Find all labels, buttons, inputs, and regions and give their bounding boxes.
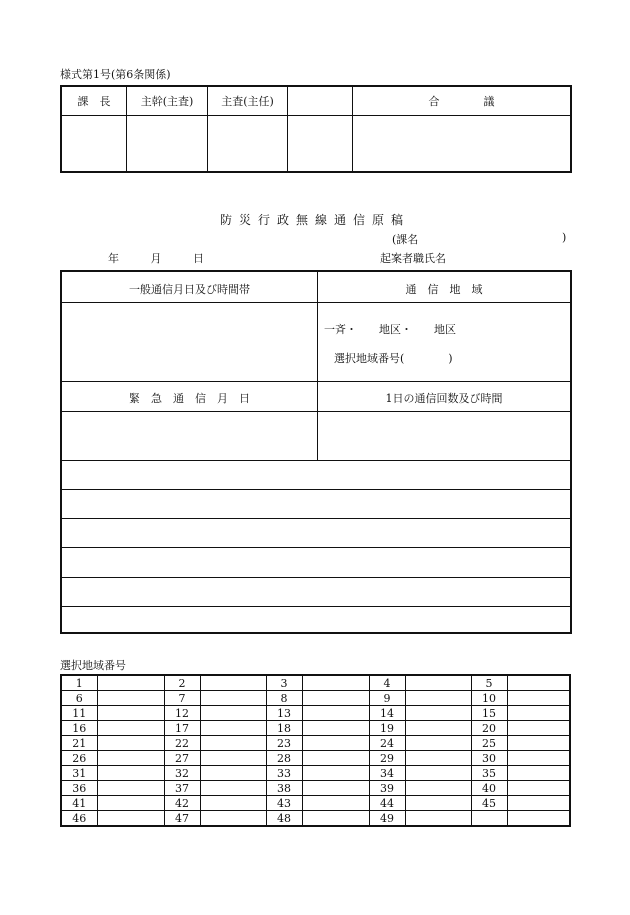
region-name-cell[interactable] [302, 796, 369, 811]
region-name-cell[interactable] [507, 721, 570, 736]
region-row [61, 691, 570, 706]
region-number: 30 [471, 751, 507, 766]
region-name-cell[interactable] [405, 691, 471, 706]
approval-stamp-cell[interactable] [127, 116, 208, 173]
region-name-cell[interactable] [507, 706, 570, 721]
region-number: 27 [164, 751, 200, 766]
region-number: 7 [164, 691, 200, 706]
region-numbers-label: 選択地域番号 [60, 659, 126, 672]
region-number: 29 [369, 751, 405, 766]
region-name-cell[interactable] [405, 766, 471, 781]
region-name-cell[interactable] [200, 751, 266, 766]
message-form [60, 270, 572, 634]
region-row [61, 766, 570, 781]
approval-header: 主査(主任) [208, 86, 288, 116]
region-number: 23 [266, 736, 302, 751]
region-name-cell[interactable] [97, 706, 164, 721]
approval-header: 合 議 [353, 86, 572, 116]
region-number: 5 [471, 675, 507, 691]
approval-stamp-cell[interactable] [208, 116, 288, 173]
region-name-cell[interactable] [405, 721, 471, 736]
region-number: 38 [266, 781, 302, 796]
region-name-cell[interactable] [405, 796, 471, 811]
region-name-cell[interactable] [507, 766, 570, 781]
area-number: 選択地域番号( ) [334, 352, 453, 365]
region-name-cell[interactable] [507, 736, 570, 751]
region-number: 41 [61, 796, 97, 811]
region-number: 42 [164, 796, 200, 811]
region-number: 36 [61, 781, 97, 796]
region-number: 8 [266, 691, 302, 706]
region-number: 26 [61, 751, 97, 766]
region-number: 22 [164, 736, 200, 751]
region-name-cell[interactable] [200, 675, 266, 691]
daily-comm-input[interactable] [318, 412, 570, 459]
emergency-comm-header: 緊 急 通 信 月 日 [129, 392, 250, 405]
region-name-cell[interactable] [507, 751, 570, 766]
region-number: 35 [471, 766, 507, 781]
region-name-cell[interactable] [405, 736, 471, 751]
region-number: 13 [266, 706, 302, 721]
region-name-cell[interactable] [405, 675, 471, 691]
region-name-cell[interactable] [97, 721, 164, 736]
region-name-cell[interactable] [507, 796, 570, 811]
region-name-cell[interactable] [507, 675, 570, 691]
region-number: 49 [369, 811, 405, 827]
area-options: 一斉・ 地区・ 地区 [324, 323, 456, 336]
region-number: 47 [164, 811, 200, 827]
region-number: 19 [369, 721, 405, 736]
region-name-cell[interactable] [507, 691, 570, 706]
region-name-cell[interactable] [97, 796, 164, 811]
form-label: 様式第1号(第6条関係) [60, 68, 171, 81]
comm-area-header: 通 信 地 域 [405, 283, 483, 296]
message-body-lines[interactable] [62, 461, 570, 632]
region-number: 9 [369, 691, 405, 706]
region-number: 2 [164, 675, 200, 691]
region-number: 45 [471, 796, 507, 811]
region-name-cell[interactable] [302, 691, 369, 706]
section-name-label: (課名 [392, 233, 419, 246]
region-number: 43 [266, 796, 302, 811]
region-number: 20 [471, 721, 507, 736]
region-number: 15 [471, 706, 507, 721]
region-name-cell[interactable] [97, 675, 164, 691]
region-number: 11 [61, 706, 97, 721]
drafter-label: 起案者職氏名 [380, 252, 446, 265]
region-name-cell[interactable] [200, 796, 266, 811]
region-number: 34 [369, 766, 405, 781]
region-name-cell[interactable] [405, 811, 471, 827]
region-number: 46 [61, 811, 97, 827]
region-row [61, 675, 570, 691]
region-name-cell[interactable] [302, 751, 369, 766]
approval-table [60, 85, 572, 173]
region-number: 6 [61, 691, 97, 706]
approval-stamp-cell[interactable] [353, 116, 572, 173]
emergency-comm-input[interactable] [62, 412, 317, 459]
region-name-cell[interactable] [302, 766, 369, 781]
approval-header: 主幹(主査) [127, 86, 208, 116]
region-name-cell[interactable] [200, 766, 266, 781]
region-number: 33 [266, 766, 302, 781]
region-number: 24 [369, 736, 405, 751]
region-number: 4 [369, 675, 405, 691]
region-row [61, 781, 570, 796]
region-number [471, 811, 507, 827]
region-name-cell[interactable] [97, 781, 164, 796]
region-number: 25 [471, 736, 507, 751]
approval-header: 課 長 [61, 86, 127, 116]
date-line: 年 月 日 [108, 252, 204, 265]
region-name-cell[interactable] [507, 781, 570, 796]
region-number: 3 [266, 675, 302, 691]
daily-comm-header: 1日の通信回数及び時間 [385, 392, 503, 405]
region-row [61, 811, 570, 827]
approval-header [288, 86, 353, 116]
region-number: 39 [369, 781, 405, 796]
region-row [61, 796, 570, 811]
region-name-cell[interactable] [405, 751, 471, 766]
region-name-cell[interactable] [302, 706, 369, 721]
region-numbers-table [60, 674, 571, 827]
general-comm-input[interactable] [62, 303, 317, 380]
region-number: 21 [61, 736, 97, 751]
region-number: 28 [266, 751, 302, 766]
section-name-close: ) [562, 231, 567, 244]
region-number: 40 [471, 781, 507, 796]
region-number: 14 [369, 706, 405, 721]
region-number: 44 [369, 796, 405, 811]
region-name-cell[interactable] [97, 811, 164, 827]
region-number: 16 [61, 721, 97, 736]
approval-stamp-cell[interactable] [61, 116, 127, 173]
region-name-cell[interactable] [200, 691, 266, 706]
region-name-cell[interactable] [97, 751, 164, 766]
region-name-cell[interactable] [97, 766, 164, 781]
region-number: 31 [61, 766, 97, 781]
region-number: 32 [164, 766, 200, 781]
region-row [61, 721, 570, 736]
document-title: 防災行政無線通信原稿 [219, 213, 410, 227]
region-name-cell[interactable] [97, 691, 164, 706]
region-name-cell[interactable] [507, 811, 570, 827]
region-number: 18 [266, 721, 302, 736]
region-name-cell[interactable] [200, 721, 266, 736]
region-name-cell[interactable] [302, 721, 369, 736]
general-comm-header: 一般通信月日及び時間帯 [129, 283, 250, 296]
region-number: 1 [61, 675, 97, 691]
region-name-cell[interactable] [97, 736, 164, 751]
region-name-cell[interactable] [302, 811, 369, 827]
region-name-cell[interactable] [200, 811, 266, 827]
region-number: 17 [164, 721, 200, 736]
region-name-cell[interactable] [200, 706, 266, 721]
region-name-cell[interactable] [200, 736, 266, 751]
region-number: 10 [471, 691, 507, 706]
region-name-cell[interactable] [405, 706, 471, 721]
region-name-cell[interactable] [302, 675, 369, 691]
region-row [61, 706, 570, 721]
region-name-cell[interactable] [302, 781, 369, 796]
region-number: 37 [164, 781, 200, 796]
region-name-cell[interactable] [302, 736, 369, 751]
region-name-cell[interactable] [405, 781, 471, 796]
region-number: 12 [164, 706, 200, 721]
region-row [61, 751, 570, 766]
approval-stamp-cell[interactable] [288, 116, 353, 173]
region-number: 48 [266, 811, 302, 827]
region-row [61, 736, 570, 751]
region-name-cell[interactable] [200, 781, 266, 796]
